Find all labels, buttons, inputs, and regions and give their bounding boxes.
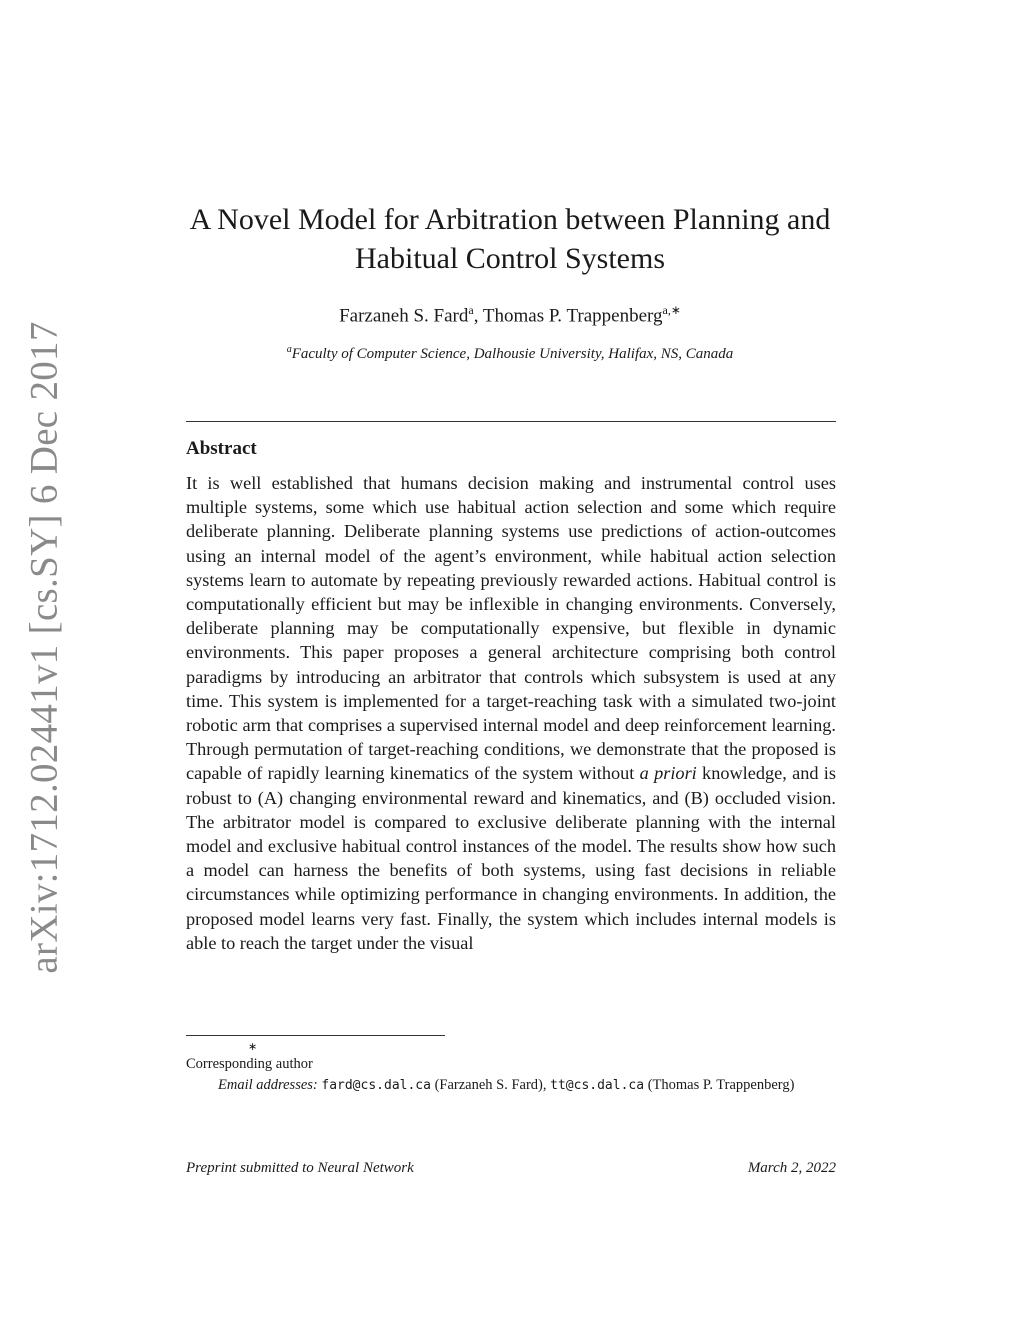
preprint-notice: Preprint submitted to Neural Network: [186, 1160, 414, 1176]
author-name: Farzaneh S. Fard: [339, 305, 469, 327]
arxiv-stamp: [22, 321, 66, 974]
abstract-text-part-2: knowledge, and is robust to (A) changing environmental reward and kinematics, and (B) occluded vision. The arbitrator model is compared to exclusive deliberate planning with the internal model and exclusive habitual control instances of the model. The results show how such a model can harness the benefits of both systems, using fast decisions in reliable circumstances while optimizing performance in changing environments. In addition, the proposed model learns very fast. Finally, the system which includes internal models is able to reach the target under the visual: [186, 763, 836, 953]
author-name: Thomas P. Trappenberg: [482, 305, 663, 327]
author-separator: ,: [473, 305, 483, 327]
affiliation: [150, 344, 870, 363]
abstract-text-part-1: It is well established that humans decision making and instrumental control uses multiple systems, some which use habitual action selection and some which require deliberate planning. Deliberate planning systems use predictions of action-outcomes using an internal model of the agent’s environment, while habitual action selection systems learn to automate by repeating previously rewarded actions. Habitual control is computationally efficient but may be inflexible in changing environments. Conversely, deliberate planning may be computationally expensive, but flexible in dynamic environments. This paper proposes a general architecture comprising both control paradigms by introducing an arbitrator that controls which subsystem is used at any time. This system is implemented for a target-reaching task with a simulated two-joint robotic arm that comprises a supervised internal model and deep reinforcement learning. Through permutation of target-reaching conditions, we demonstrate that the proposed is capable of rapidly learning kinematics of the system without: [186, 473, 836, 784]
abstract-heading: Abstract: [186, 438, 257, 459]
preprint-date: March 2, 2022: [747, 1160, 836, 1176]
abstract-body: [186, 471, 836, 955]
author-affiliation-mark: a,∗: [662, 303, 681, 317]
email-owner: (Thomas P. Trappenberg): [644, 1077, 795, 1093]
author-list: [150, 303, 870, 327]
arxiv-stamp-text: arXiv:1712.02441v1 [cs.SY] 6 Dec 2017: [22, 321, 66, 974]
title-line-2: Habitual Control Systems: [355, 242, 665, 275]
email-link[interactable]: fard@cs.dal.ca: [321, 1078, 431, 1093]
title-line-1: A Novel Model for Arbitration between Planning and: [189, 203, 831, 236]
email-addresses: [186, 1075, 836, 1096]
affiliation-text: Faculty of Computer Science, Dalhousie University, Halifax, NS, Canada: [291, 346, 734, 362]
affiliation-mark: a: [286, 344, 292, 355]
abstract-italic-phrase: a priori: [639, 763, 697, 784]
corresponding-author-note: Corresponding author: [186, 1056, 313, 1072]
footnote: [186, 1040, 836, 1096]
paper-title: [150, 200, 870, 278]
abstract-top-rule: [186, 421, 836, 422]
email-link[interactable]: tt@cs.dal.ca: [550, 1078, 645, 1093]
email-owner: (Farzaneh S. Fard),: [430, 1077, 551, 1093]
author-affiliation-mark: a: [468, 303, 474, 317]
email-label: Email addresses:: [218, 1077, 318, 1093]
footnote-mark: ∗: [248, 1041, 258, 1053]
footnote-rule: [186, 1035, 445, 1036]
